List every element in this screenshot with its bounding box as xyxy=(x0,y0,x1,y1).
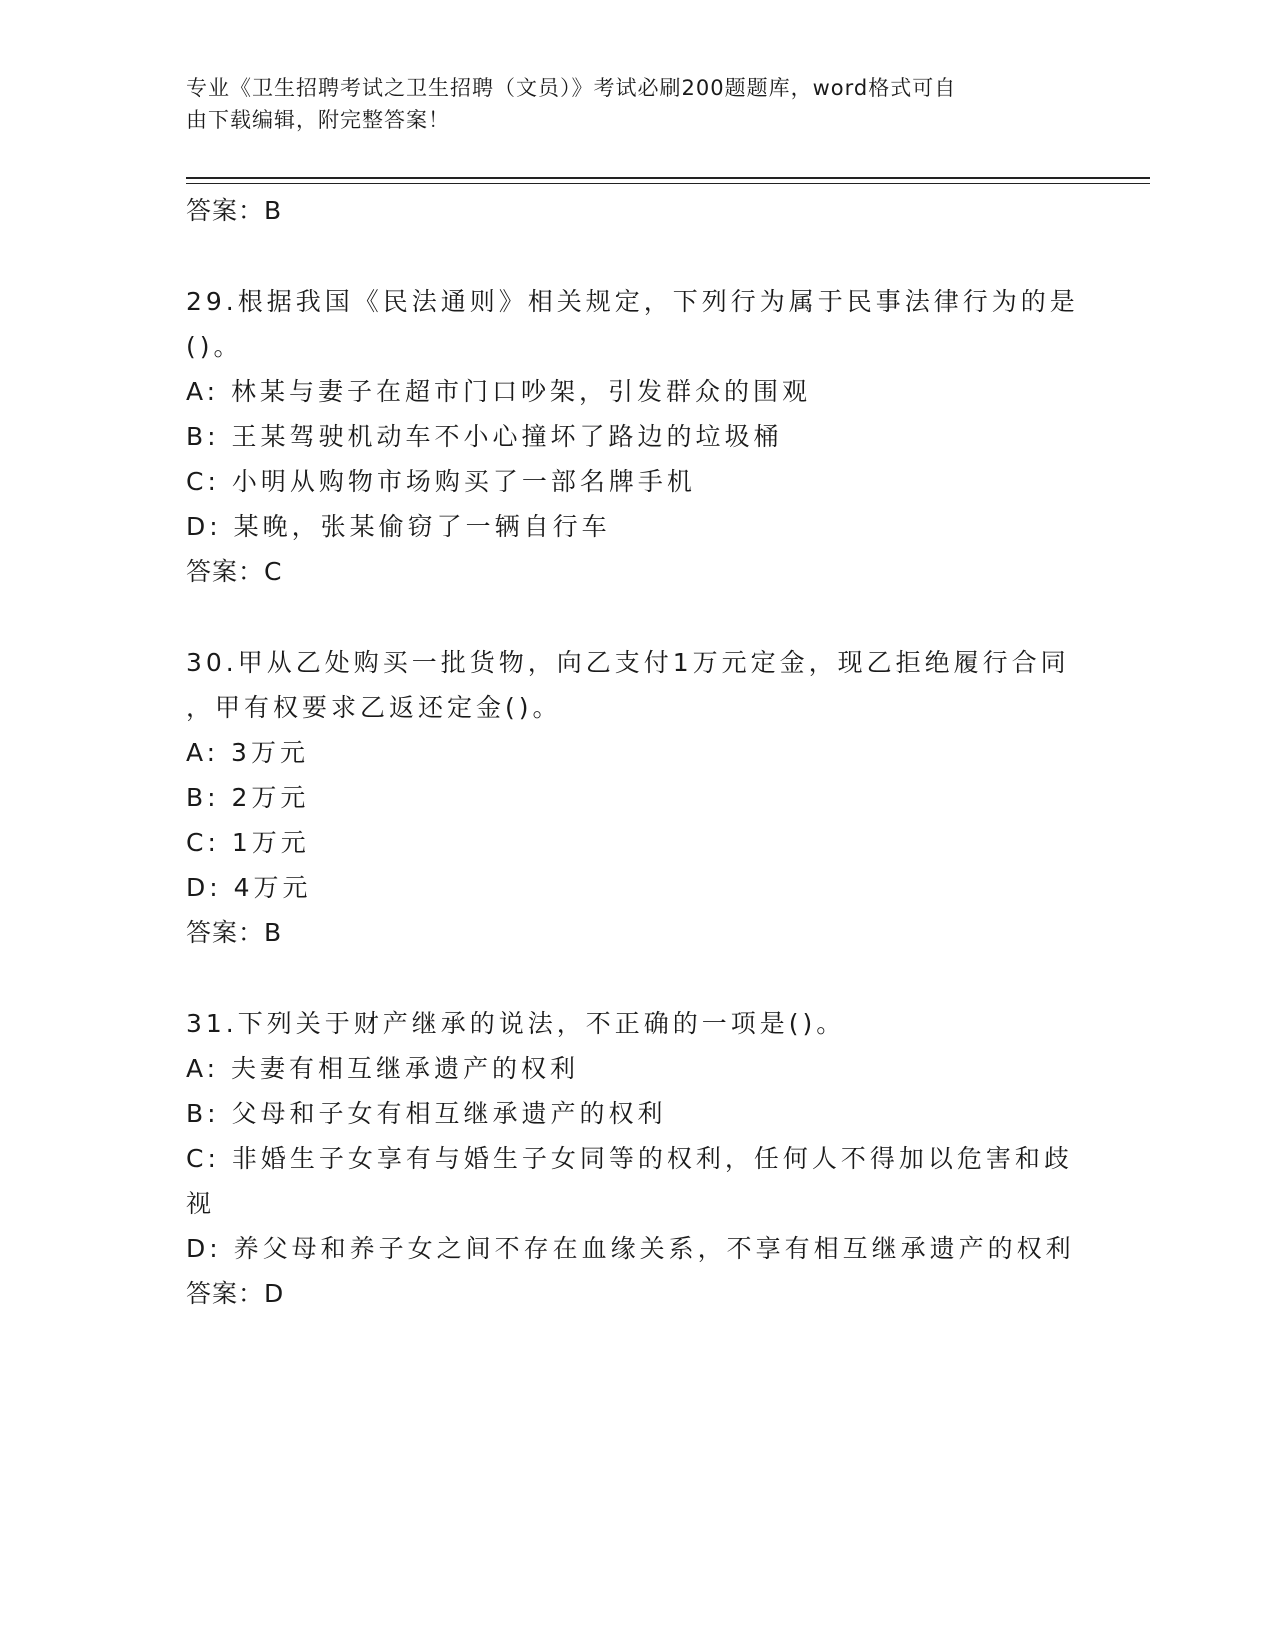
document-content xyxy=(186,188,1086,1316)
option-d: D: 某晚，张某偷窃了一辆自行车 xyxy=(186,512,611,541)
question-29 xyxy=(186,279,1086,594)
question-31 xyxy=(186,1001,1086,1316)
question-stem-line: 31.下列关于财产继承的说法，不正确的一项是()。 xyxy=(186,1009,846,1038)
question-30 xyxy=(186,640,1086,955)
option-b: B: 父母和子女有相互继承遗产的权利 xyxy=(186,1099,667,1128)
header-rule-thin xyxy=(186,183,1150,184)
previous-answer: 答案：B xyxy=(186,196,283,225)
option-c-continued: 视 xyxy=(186,1189,216,1218)
option-a: A: 3万元 xyxy=(186,738,309,767)
option-c: C: 非婚生子女享有与婚生子女同等的权利，任何人不得加以危害和歧 xyxy=(186,1144,1073,1173)
answer: 答案：C xyxy=(186,557,283,586)
option-d: D: 4万元 xyxy=(186,873,312,902)
option-a: A: 林某与妻子在超市门口吵架，引发群众的围观 xyxy=(186,377,812,406)
header-line-2: 由下载编辑，附完整答案！ xyxy=(186,108,450,132)
header-line-1: 专业《卫生招聘考试之卫生招聘（文员）》考试必刷200题题库，word格式可自 xyxy=(186,76,957,100)
document-header xyxy=(186,72,1066,136)
option-c: C: 1万元 xyxy=(186,828,310,857)
question-stem-line: ()。 xyxy=(186,332,243,361)
option-d: D: 养父母和养子女之间不存在血缘关系，不享有相互继承遗产的权利 xyxy=(186,1234,1075,1263)
header-rule-thick xyxy=(186,177,1150,179)
question-stem-line: 29.根据我国《民法通则》相关规定，下列行为属于民事法律行为的是 xyxy=(186,287,1079,316)
answer: 答案：B xyxy=(186,918,283,947)
option-c: C: 小明从购物市场购买了一部名牌手机 xyxy=(186,467,696,496)
option-a: A: 夫妻有相互继承遗产的权利 xyxy=(186,1054,580,1083)
answer: 答案：D xyxy=(186,1279,285,1308)
option-b: B: 王某驾驶机动车不小心撞坏了路边的垃圾桶 xyxy=(186,422,783,451)
question-stem-line: 30.甲从乙处购买一批货物，向乙支付1万元定金，现乙拒绝履行合同 xyxy=(186,648,1070,677)
question-stem-line: ，甲有权要求乙返还定金()。 xyxy=(186,693,562,722)
option-b: B: 2万元 xyxy=(186,783,310,812)
